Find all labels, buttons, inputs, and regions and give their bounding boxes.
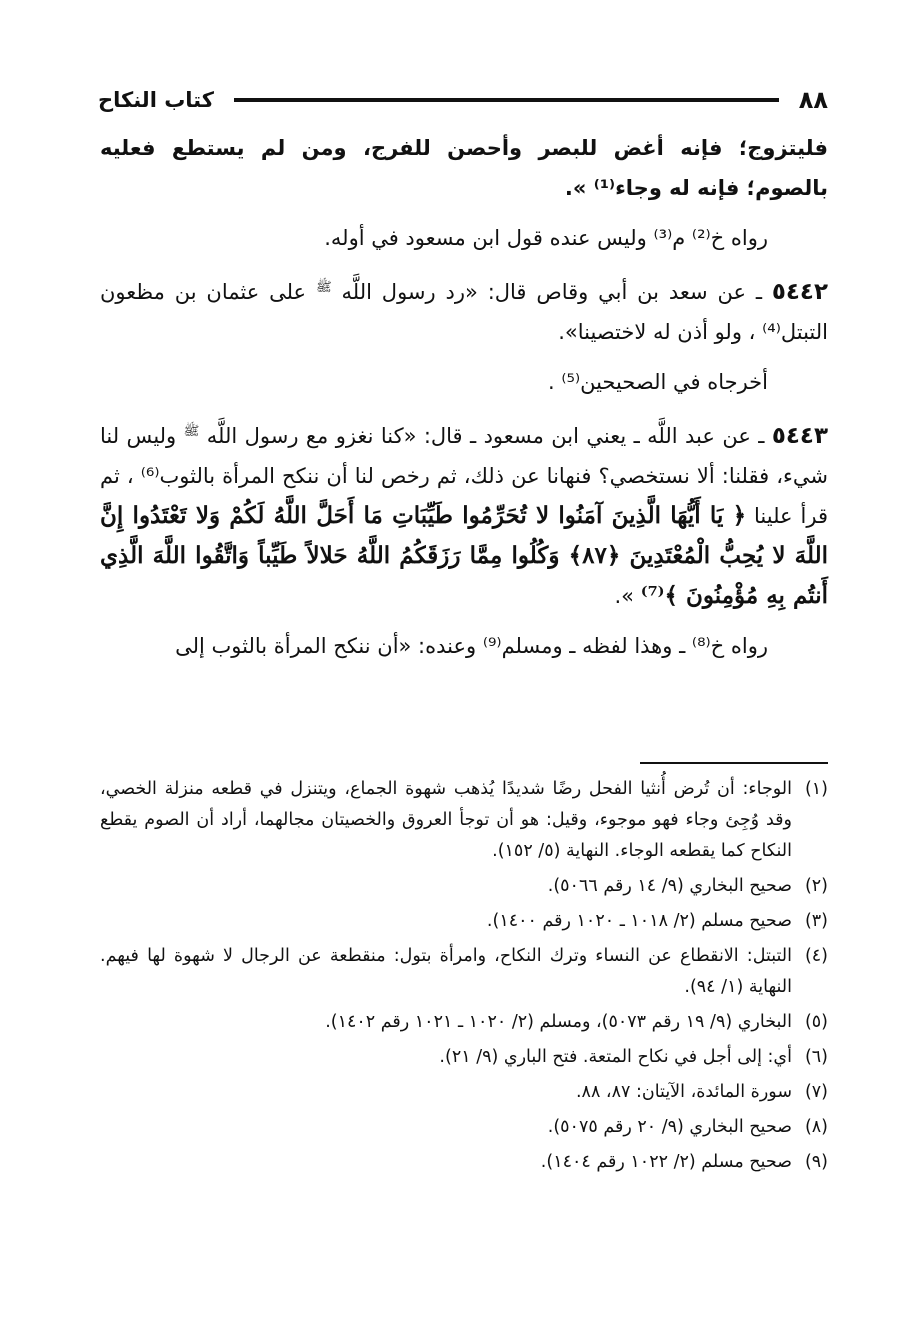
footnote-marker: (٣) [804, 911, 828, 931]
footnote-text: صحيح مسلم (٢/ ١٠٢٢ رقم ١٤٠٤). [540, 1152, 792, 1172]
footnote-marker: (٩) [804, 1152, 828, 1172]
footnote [100, 1147, 828, 1178]
book-title: كتاب النكاح [98, 88, 214, 112]
paragraph-takhrij: أخرجاه في الصحيحين⁽⁵⁾ . [548, 370, 768, 394]
footnote-marker: (٨) [804, 1117, 828, 1137]
hadith-text: ـ عن عبد اللَّه ـ يعني ابن مسعود ـ قال: «كنا نغزو مع رسول اللَّه [199, 424, 772, 448]
footnote-marker: (٧) [804, 1082, 828, 1102]
footnote [100, 1007, 828, 1038]
footnote-text: أي: إلى أجل في نكاح المتعة. فتح الباري (٩/ ٢١). [439, 1047, 792, 1067]
paragraph-narration: رواه خ⁽⁸⁾ ـ وهذا لفظه ـ ومسلم⁽⁹⁾ وعنده: «أن ننكح المرأة بالثوب إلى [175, 634, 768, 658]
main-text [100, 128, 828, 676]
footnote [100, 871, 828, 902]
quran-verse: ﴿ يَا أَيُّهَا الَّذِينَ آمَنُوا لا تُحَرِّمُوا طَيِّبَاتِ مَا أَحَلَّ اللَّهُ لَكُمْ وَلا تَعْتَدُوا إِنَّ اللَّهَ لا يُحِبُّ الْمُعْتَدِينَ ﴿٨٧﴾ وَكُلُوا مِمَّا رَزَقَكُمُ اللَّهُ حَلالاً طَيِّباً وَاتَّقُوا اللَّهَ الَّذِي أَنتُم بِهِ مُؤْمِنُونَ ﴾⁽⁷⁾ [100, 502, 829, 609]
hadith-number: ٥٤٤٣ [771, 423, 828, 449]
footnote-marker: (٢) [804, 876, 828, 896]
footnote-text: التبتل: الانقطاع عن النساء وترك النكاح، وامرأة بتول: منقطعة عن الرجال لا شهوة لها فيهم. النهاية (١/ ٩٤). [100, 946, 792, 997]
footnote-marker: (٤) [804, 946, 828, 966]
paragraph-continuation: فليتزوج؛ فإنه أغض للبصر وأحصن للفرج، ومن لم يستطع فعليه بالصوم؛ فإنه له وجاء⁽¹⁾ ». [100, 136, 828, 200]
hadith-text: ـ عن سعد بن أبي وقاص قال: «رد رسول اللَّه [331, 280, 772, 304]
footnote-text: سورة المائدة، الآيتان: ٨٧، ٨٨. [575, 1082, 792, 1102]
hadith-text: على عثمان بن مظعون التبتل⁽⁴⁾ ، ولو أذن له لاختصينا». [100, 280, 828, 344]
footnote-marker: (٦) [804, 1047, 828, 1067]
footnote-text: الوجاء: أن تُرض أُنثيا الفحل رضًا شديدًا يُذهب شهوة الجماع، ويتنزل في قطعه منزلة الخصي، وقد وُجِئ وجاء فهو موجوء، وقيل: هو أن توجأ العروق والخصيتان مجالهما، أراد أن الصوم يقطع النكاح كما يقطعه الوجاء. النهاية (٥/ ١٥٢). [100, 779, 792, 861]
hadith-number: ٥٤٤٢ [771, 279, 828, 305]
footnote [100, 941, 828, 1003]
footnote [100, 1077, 828, 1108]
hadith-5443 [100, 412, 828, 616]
footnote-text: صحيح البخاري (٩/ ٢٠ رقم ٥٠٧٥). [547, 1117, 792, 1137]
footnote-text: صحيح البخاري (٩/ ١٤ رقم ٥٠٦٦). [547, 876, 792, 896]
salawat-symbol: ﷺ [183, 424, 200, 439]
footnote-marker: (٥) [804, 1012, 828, 1032]
header-rule [234, 98, 779, 102]
footnote [100, 1112, 828, 1143]
salawat-symbol: ﷺ [315, 280, 332, 295]
page-number: ٨٨ [798, 86, 828, 114]
paragraph-narration: رواه خ⁽²⁾ م⁽³⁾ وليس عنده قول ابن مسعود في أوله. [324, 226, 768, 250]
page-header [98, 82, 828, 118]
footnote-text: صحيح مسلم (٢/ ١٠١٨ ـ ١٠٢٠ رقم ١٤٠٠). [486, 911, 792, 931]
footnote [100, 774, 828, 867]
hadith-text: وليس لنا شيء، فقلنا: ألا نستخصي؟ فنهانا عن ذلك، ثم رخص لنا أن ننكح المرأة بالثوب⁽⁶⁾ ، ثم قرأ علينا [100, 424, 828, 528]
footnote-divider [640, 762, 828, 764]
footnote-text: البخاري (٩/ ١٩ رقم ٥٠٧٣)، ومسلم (٢/ ١٠٢٠ ـ ١٠٢١ رقم ١٤٠٢). [325, 1012, 792, 1032]
footnote [100, 906, 828, 937]
footnotes [100, 774, 828, 1182]
hadith-text: ». [614, 584, 641, 608]
footnote [100, 1042, 828, 1073]
hadith-5442 [100, 268, 828, 352]
footnote-marker: (١) [804, 779, 828, 799]
